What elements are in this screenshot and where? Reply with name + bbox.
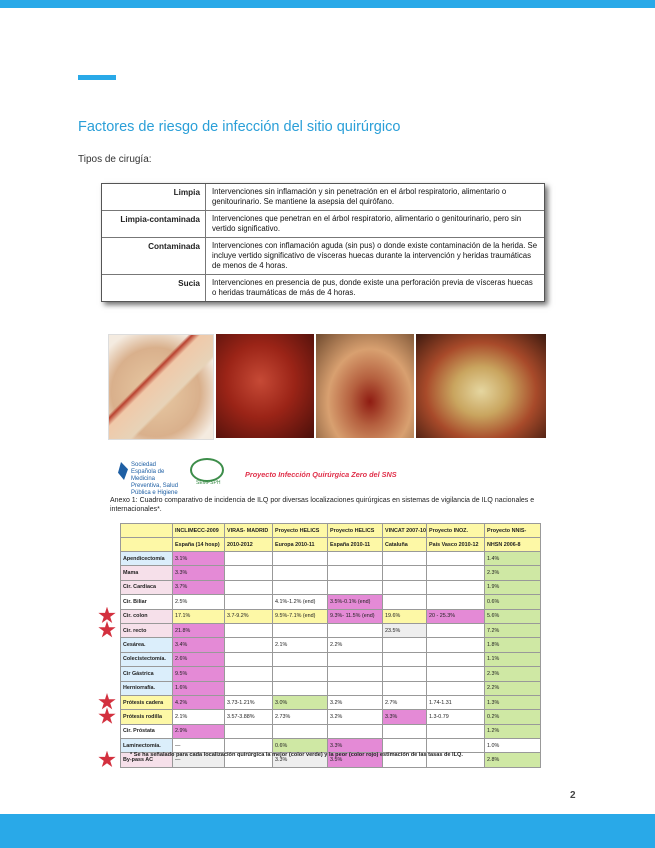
column-header: Proyecto NNIS- <box>485 524 541 538</box>
bottom-accent-bar <box>0 814 655 848</box>
table-cell: — <box>173 753 225 767</box>
table-cell <box>225 724 273 738</box>
table-cell: 3.5%-0.1% (end) <box>328 595 383 609</box>
table-cell: 2.1% <box>273 638 328 652</box>
table-cell <box>383 724 427 738</box>
table-cell <box>225 566 273 580</box>
column-header: VIRAS- MADRID <box>225 524 273 538</box>
table-cell: 21.8% <box>173 623 225 637</box>
table-row <box>121 695 541 709</box>
table-cell: 19.6% <box>383 609 427 623</box>
column-header: INCLIMECC-2009 <box>173 524 225 538</box>
table-cell <box>427 552 485 566</box>
table-cell: 1.1% <box>485 652 541 666</box>
table-cell: 4.1%-1.2% (end) <box>273 595 328 609</box>
table-cell: 7.2% <box>485 623 541 637</box>
table-cell: 2.7% <box>383 695 427 709</box>
table-cell: 9.5%-7.1% (end) <box>273 609 328 623</box>
table-cell: 17.1% <box>173 609 225 623</box>
table-cell <box>225 580 273 594</box>
table-cell <box>427 724 485 738</box>
table-cell: 3.73-1.21% <box>225 695 273 709</box>
table-cell <box>383 638 427 652</box>
society-logo-text: Sociedad Española de Medicina Preventiva, Salud Pública e Higiene <box>131 462 179 496</box>
table-cell: 2.2% <box>485 681 541 695</box>
table-row <box>121 739 541 753</box>
column-header: España (14 hosp) <box>173 538 225 552</box>
table-cell: 2.73% <box>273 710 328 724</box>
table-cell: 2.6% <box>173 652 225 666</box>
classification-row <box>102 184 544 211</box>
classification-name: Sucia <box>102 275 206 301</box>
table-cell: 3.5% <box>328 753 383 767</box>
table-cell <box>427 739 485 753</box>
row-label: Cir. Biliar <box>121 595 173 609</box>
page-number: 2 <box>570 790 576 801</box>
annex-caption: Anexo 1: Cuadro comparativo de incidencia de ILQ por diversas localizaciones quirúrgicas en sistemas de vigilancia de ILQ nacionales e internacionales*. <box>110 497 535 513</box>
table-cell: 23.5% <box>383 623 427 637</box>
table-cell <box>225 681 273 695</box>
project-title: Proyecto Infección Quirúrgica Zero del SNS <box>245 470 397 479</box>
table-cell <box>383 667 427 681</box>
table-cell <box>427 667 485 681</box>
table-header-row-top <box>121 524 541 538</box>
table-footnote: * Se ha señalado para cada localización quirúrgica la mejor (color verde) y la peor (color rojo) estimación de las tasas de ILQ. <box>130 752 463 758</box>
classification-description: Intervenciones con inflamación aguda (sin pus) o donde existe contaminación de la herida. Se incluye vertido significativo de vísceras huecas durante la intervención y heridas traumáticas de menos de 4 horas. <box>212 241 538 270</box>
table-cell <box>383 552 427 566</box>
row-label: Mama <box>121 566 173 580</box>
top-accent-bar <box>0 0 655 8</box>
table-cell: 3.4% <box>173 638 225 652</box>
table-cell <box>273 580 328 594</box>
row-label: Herniorrafía. <box>121 681 173 695</box>
classification-row <box>102 211 544 238</box>
surgical-wound-photo <box>216 334 314 438</box>
table-cell: 5.6% <box>485 609 541 623</box>
table-cell: 2.2% <box>328 638 383 652</box>
table-cell: 3.3% <box>328 739 383 753</box>
table-cell <box>427 638 485 652</box>
table-row <box>121 552 541 566</box>
table-cell <box>273 623 328 637</box>
column-header: País Vasco 2010-12 <box>427 538 485 552</box>
table-row <box>121 681 541 695</box>
table-cell <box>328 580 383 594</box>
table-row <box>121 580 541 594</box>
table-cell: 2.3% <box>485 566 541 580</box>
table-cell <box>383 652 427 666</box>
table-cell: 9.5% <box>173 667 225 681</box>
table-cell <box>225 623 273 637</box>
table-row <box>121 667 541 681</box>
table-cell <box>225 667 273 681</box>
column-header <box>121 538 173 552</box>
surgical-wound-photo <box>316 334 414 438</box>
table-cell: 3.0% <box>273 695 328 709</box>
classification-name: Limpia-contaminada <box>102 211 206 237</box>
table-cell <box>328 652 383 666</box>
table-cell <box>273 667 328 681</box>
highlight-star-icon <box>98 621 116 639</box>
table-cell: 3.3% <box>273 753 328 767</box>
row-label: Prótesis cadera <box>121 695 173 709</box>
table-cell: 3.3% <box>383 710 427 724</box>
table-cell: 2.3% <box>485 667 541 681</box>
table-cell: 0.6% <box>273 739 328 753</box>
table-cell: 2.1% <box>173 710 225 724</box>
surgical-photos-strip <box>108 334 546 438</box>
table-row <box>121 652 541 666</box>
table-cell <box>383 681 427 695</box>
column-header: España 2010-11 <box>328 538 383 552</box>
table-cell: 1.9% <box>485 580 541 594</box>
column-header: Proyecto INOZ. <box>427 524 485 538</box>
table-cell <box>383 580 427 594</box>
table-cell: 4.2% <box>173 695 225 709</box>
table-cell <box>427 681 485 695</box>
row-label: Apendicectomía <box>121 552 173 566</box>
table-row <box>121 710 541 724</box>
column-header: Proyecto HELICS <box>328 524 383 538</box>
table-cell <box>328 566 383 580</box>
table-header-row-bottom <box>121 538 541 552</box>
table-row <box>121 566 541 580</box>
classification-description: Intervenciones sin inflamación y sin penetración en el árbol respiratorio, alimentario o genitourinario. Se mantiene la asepsia del quirófano. <box>212 187 507 206</box>
table-cell: — <box>173 739 225 753</box>
surgical-wound-photo <box>416 334 546 438</box>
row-label: By-pass AC <box>121 753 173 767</box>
table-cell <box>328 552 383 566</box>
table-cell <box>427 623 485 637</box>
table-cell <box>225 652 273 666</box>
table-cell <box>225 638 273 652</box>
table-cell: 1.74-1.31 <box>427 695 485 709</box>
table-row <box>121 595 541 609</box>
row-label: Prótesis rodilla <box>121 710 173 724</box>
sempsph-logo-text: SEMPSPH <box>196 480 221 486</box>
table-row <box>121 609 541 623</box>
classification-row <box>102 275 544 301</box>
classification-description: Intervenciones que penetran en el árbol respiratorio, alimentario o genitourinario, pero sin vertido significativo. <box>212 214 522 233</box>
table-cell: 3.2% <box>328 710 383 724</box>
table-cell: 3.1% <box>173 552 225 566</box>
table-cell: 1.2% <box>485 724 541 738</box>
table-cell <box>328 667 383 681</box>
row-label: Cir. Próstata <box>121 724 173 738</box>
table-cell <box>273 566 328 580</box>
row-label: Cir Gástrica <box>121 667 173 681</box>
row-label: Cir. recto <box>121 623 173 637</box>
table-cell: 20 - 25.3% <box>427 609 485 623</box>
row-label: Cir. colon <box>121 609 173 623</box>
column-header: Cataluña <box>383 538 427 552</box>
row-label: Cesárea. <box>121 638 173 652</box>
section-accent-line <box>78 75 116 80</box>
column-header: Europa 2010-11 <box>273 538 328 552</box>
table-cell <box>225 552 273 566</box>
table-cell: 3.7% <box>173 580 225 594</box>
surgical-illustration-photo <box>108 334 214 440</box>
highlight-star-icon <box>98 751 116 769</box>
table-cell: 0.6% <box>485 595 541 609</box>
table-row <box>121 638 541 652</box>
table-row <box>121 623 541 637</box>
table-cell <box>427 652 485 666</box>
table-cell <box>427 595 485 609</box>
classification-name: Limpia <box>102 184 206 210</box>
table-cell <box>427 580 485 594</box>
column-header: VINCAT 2007-10 <box>383 524 427 538</box>
table-cell: 2.9% <box>173 724 225 738</box>
table-cell <box>225 739 273 753</box>
table-cell: 1.0% <box>485 739 541 753</box>
table-cell: 1.8% <box>485 638 541 652</box>
table-cell <box>225 595 273 609</box>
table-cell: 1.3% <box>485 695 541 709</box>
table-cell: 3.57-3.88% <box>225 710 273 724</box>
column-header: Proyecto HELICS <box>273 524 328 538</box>
table-cell: 9.3%- 11.5% (end) <box>328 609 383 623</box>
classification-row <box>102 238 544 275</box>
table-cell <box>427 566 485 580</box>
page-title: Factores de riesgo de infección del sitio quirúrgico <box>78 119 401 135</box>
classification-description: Intervenciones en presencia de pus, donde existe una perforación previa de vísceras huecas o heridas traumáticas de más de 4 horas. <box>212 278 533 297</box>
column-header: 2010-2012 <box>225 538 273 552</box>
table-cell: 2.8% <box>485 753 541 767</box>
table-cell <box>328 724 383 738</box>
society-logo-mark <box>118 462 128 480</box>
column-header: NHSN 2006-8 <box>485 538 541 552</box>
table-cell: 0.2% <box>485 710 541 724</box>
row-label: Cir. Cardiaca <box>121 580 173 594</box>
table-cell <box>273 681 328 695</box>
table-row <box>121 724 541 738</box>
table-cell: 3.3% <box>173 566 225 580</box>
table-cell <box>383 739 427 753</box>
surgery-classification-table <box>101 183 545 302</box>
row-label: Colecistectomía. <box>121 652 173 666</box>
table-cell <box>383 595 427 609</box>
table-cell: 1.3-0.79 <box>427 710 485 724</box>
column-header <box>121 524 173 538</box>
table-cell: 3.2% <box>328 695 383 709</box>
highlight-star-icon <box>98 707 116 725</box>
table-cell <box>273 552 328 566</box>
table-cell <box>273 652 328 666</box>
table-cell <box>383 566 427 580</box>
table-cell: 2.5% <box>173 595 225 609</box>
section-subtitle: Tipos de cirugía: <box>78 154 152 165</box>
ilq-comparison-table <box>120 523 541 768</box>
sempsph-logo <box>190 458 224 486</box>
table-cell: 1.4% <box>485 552 541 566</box>
table-cell: 3.7-9.2% <box>225 609 273 623</box>
classification-name: Contaminada <box>102 238 206 274</box>
society-logo <box>118 460 179 496</box>
table-cell: 1.6% <box>173 681 225 695</box>
table-cell <box>328 681 383 695</box>
table-cell <box>328 623 383 637</box>
ilq-comparison-table-wrapper <box>120 523 540 768</box>
table-cell <box>273 724 328 738</box>
row-label: Laminectomía. <box>121 739 173 753</box>
